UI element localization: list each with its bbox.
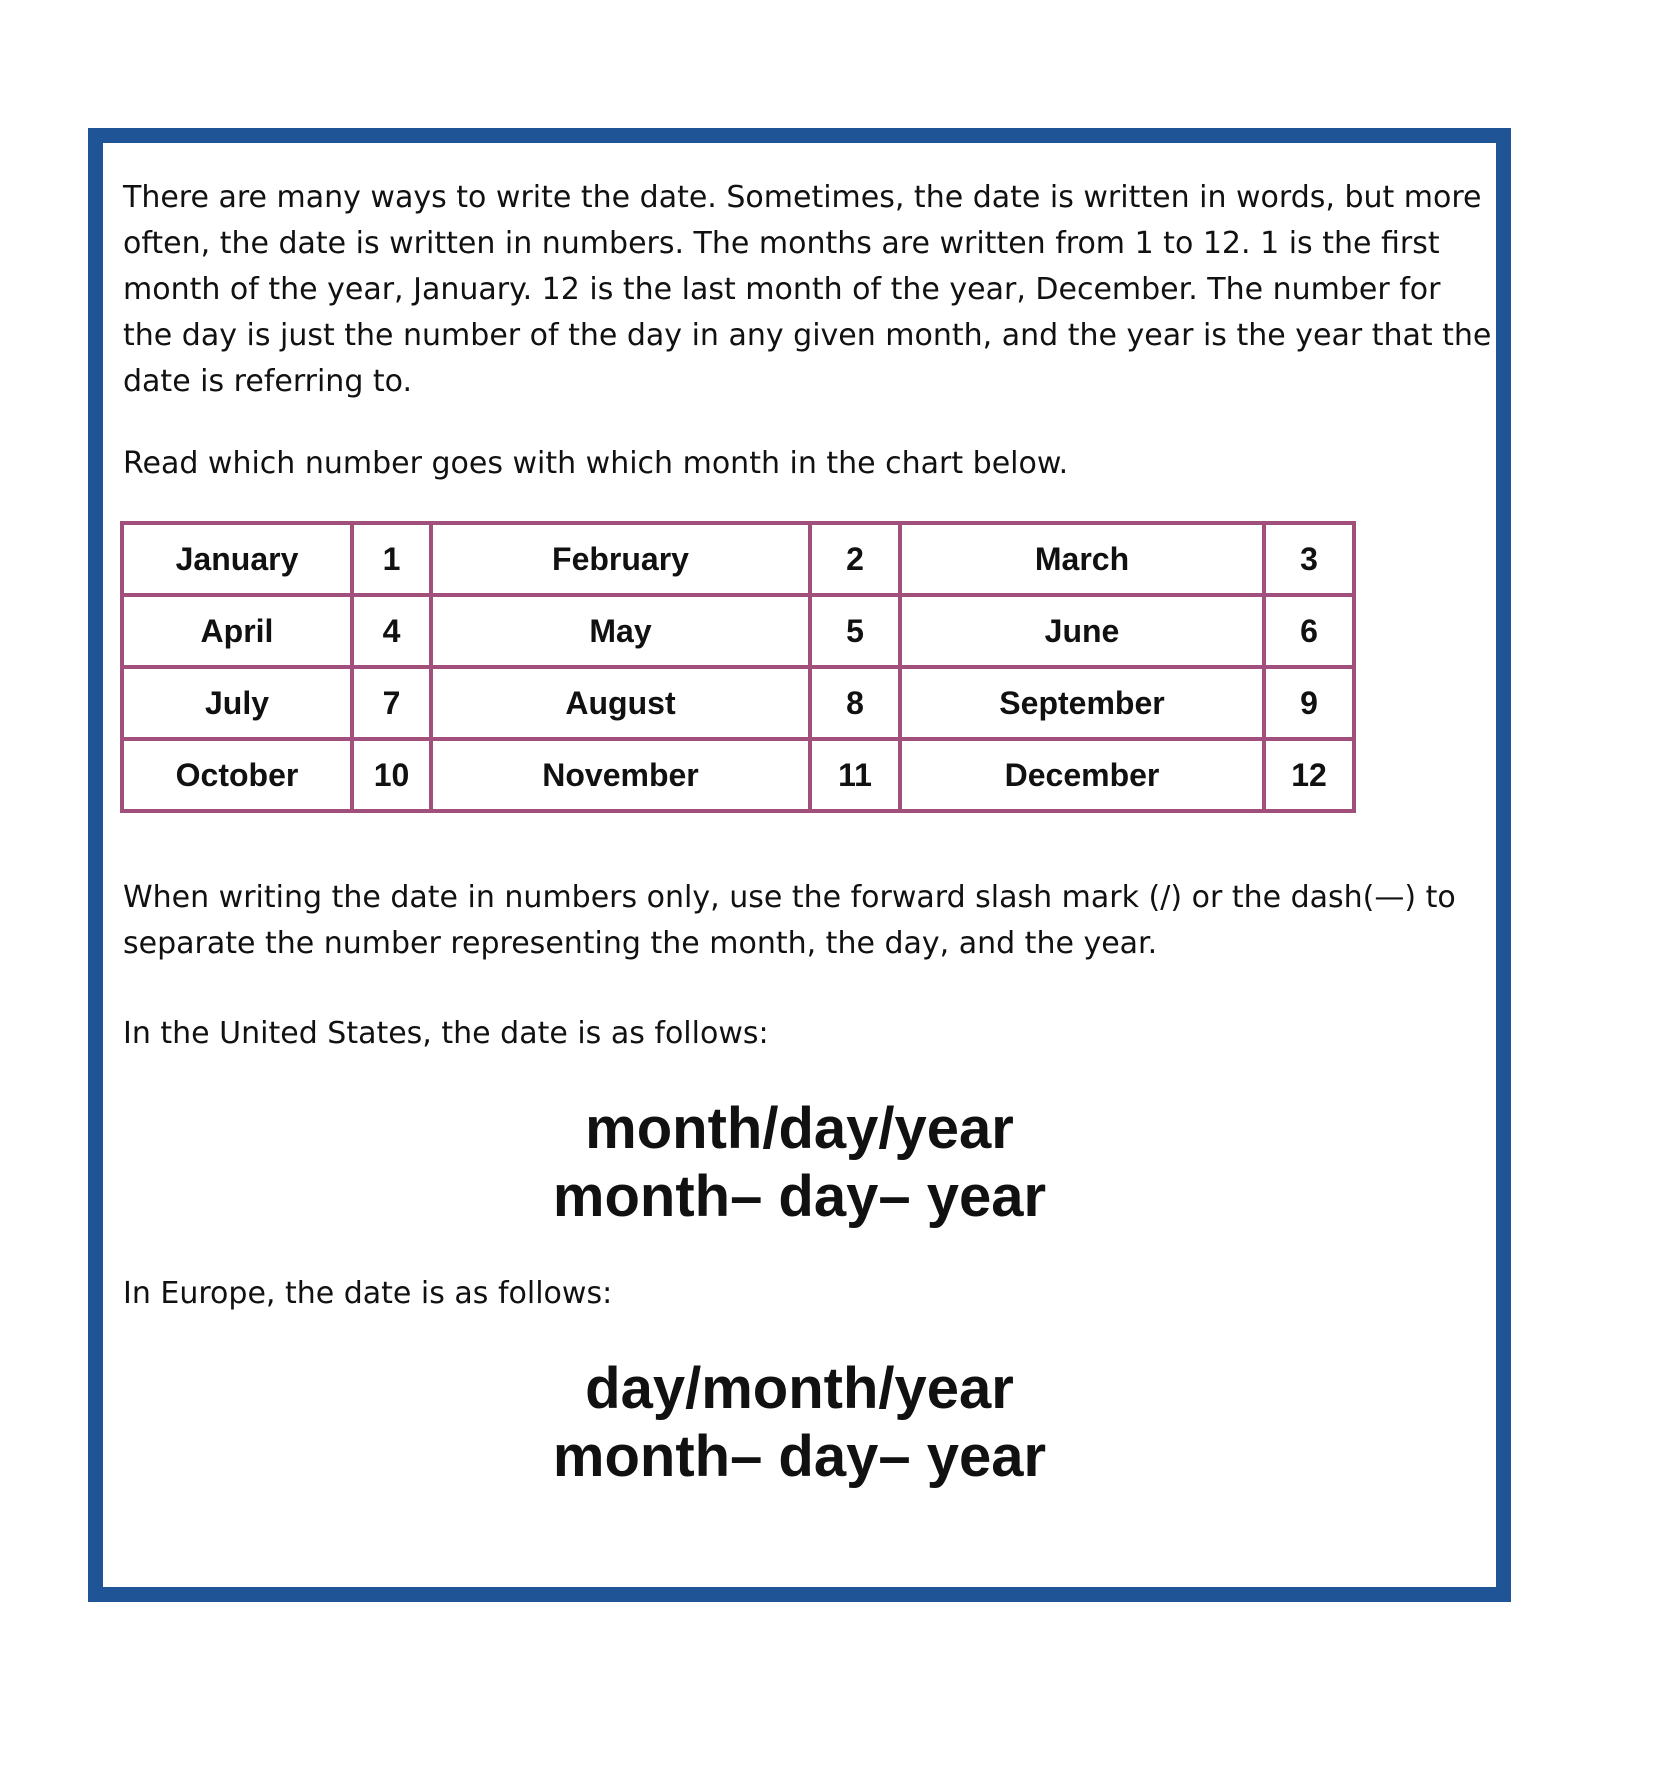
month-cell: December <box>900 739 1264 811</box>
read-instruction: Read which number goes with which month in the chart below. <box>123 446 1069 481</box>
europe-format-slash: day/month/year <box>585 1356 1014 1421</box>
table-row <box>122 595 1354 667</box>
us-format-label: In the United States, the date is as follows: <box>123 1016 769 1051</box>
europe-date-formats <box>103 1355 1496 1491</box>
month-cell: February <box>431 523 810 595</box>
number-cell: 6 <box>1264 595 1354 667</box>
number-cell: 12 <box>1264 739 1354 811</box>
month-cell: September <box>900 667 1264 739</box>
number-cell: 4 <box>352 595 431 667</box>
slash-dash-paragraph: When writing the date in numbers only, use the forward slash mark (/) or the dash(—) to separate the number representing the month, the day, and the year. <box>123 880 1456 961</box>
month-cell: August <box>431 667 810 739</box>
us-format-dash: month– day– year <box>552 1164 1047 1229</box>
month-cell: May <box>431 595 810 667</box>
number-cell: 3 <box>1264 523 1354 595</box>
intro-paragraph: There are many ways to write the date. Sometimes, the date is written in words, but more often, the date is written in numbers. The months are written from 1 to 12. 1 is the first month of the year, January. 12 is the last month of the year, December. The number for the day is just the number of the day in any given month, and the year is the year that the date is referring to. <box>123 180 1492 399</box>
month-cell: April <box>122 595 352 667</box>
europe-format-dash: month– day– year <box>552 1424 1047 1489</box>
us-format-slash: month/day/year <box>585 1096 1014 1161</box>
table-row <box>122 523 1354 595</box>
number-cell: 9 <box>1264 667 1354 739</box>
month-cell: November <box>431 739 810 811</box>
number-cell: 7 <box>352 667 431 739</box>
table-row <box>122 667 1354 739</box>
number-cell: 2 <box>810 523 900 595</box>
number-cell: 1 <box>352 523 431 595</box>
month-cell: July <box>122 667 352 739</box>
number-cell: 8 <box>810 667 900 739</box>
us-date-formats <box>103 1095 1496 1231</box>
europe-format-label: In Europe, the date is as follows: <box>123 1276 613 1311</box>
number-cell: 10 <box>352 739 431 811</box>
content-frame <box>88 128 1511 1602</box>
number-cell: 11 <box>810 739 900 811</box>
table-row <box>122 739 1354 811</box>
number-cell: 5 <box>810 595 900 667</box>
month-cell: October <box>122 739 352 811</box>
month-cell: June <box>900 595 1264 667</box>
month-cell: January <box>122 523 352 595</box>
month-number-table <box>120 521 1356 813</box>
month-cell: March <box>900 523 1264 595</box>
